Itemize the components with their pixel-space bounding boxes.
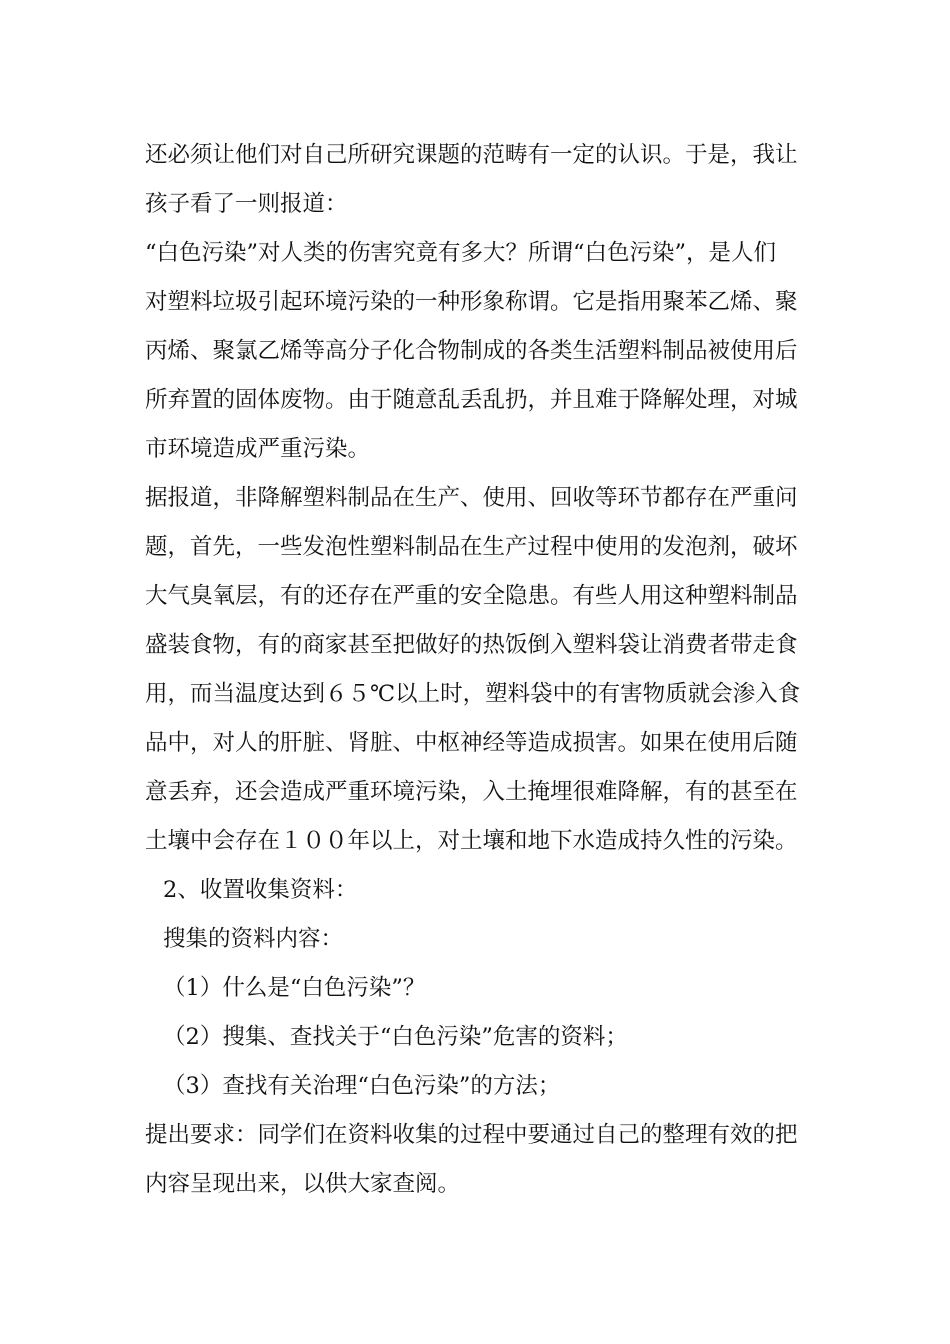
list-item: （1）什么是“白色污染”？ (163, 975, 426, 1001)
paragraph-report: 据报道，非降解塑料制品在生产、使用、回收等环节都存在严重问 题，首先，一些发泡性塑料制品在生产过程中使用的发泡剂，破坏 大气臭氧层，有的还存在严重的安全隐患。有些人用这种塑料制品 盛装食物，有的商家甚至把做好的热饭倒入塑料袋让消费者带走食 用，而当温度达到６５℃以上时，塑料袋中的有害物质就会渗入食 品中，对人的肝脏、肾脏、中枢神经等造成损害。如果在使用后随 意丢弃，还会造成严重环境污染，入土掩埋很难降解，有的甚至在 土壤中会存在１００年以上，对土壤和地下水造成持久性的污染。 (145, 485, 801, 854)
list-item: （3）查找有关治理“白色污染”的方法； (163, 1073, 561, 1099)
list-item: （2）搜集、查找关于“白色污染”危害的资料； (163, 1024, 628, 1050)
paragraph-intro: 还必须让他们对自己所研究课题的范畴有一定的认识。于是，我让 孩子看了一则报道： (145, 142, 798, 217)
document-body (145, 131, 810, 1209)
paragraph-white-pollution-definition: “白色污染”对人类的伤害究竟有多大？所谓“白色污染”，是人们 对塑料垃圾引起环境污染的一种形象称谓。它是指用聚苯乙烯、聚 丙烯、聚氯乙烯等高分子化合物制成的各类生活塑料制品被使用后 所弃置的固体废物。由于随意乱丢乱扔，并且难于降解处理，对城 市环境造成严重污染。 (145, 240, 798, 462)
collect-intro: 搜集的资料内容： (163, 926, 344, 952)
paragraph-requirement: 提出要求：同学们在资料收集的过程中要通过自己的整理有效的把 内容呈现出来，以供大家查阅。 (145, 1122, 798, 1197)
section-heading: 2、收置收集资料： (163, 877, 358, 903)
